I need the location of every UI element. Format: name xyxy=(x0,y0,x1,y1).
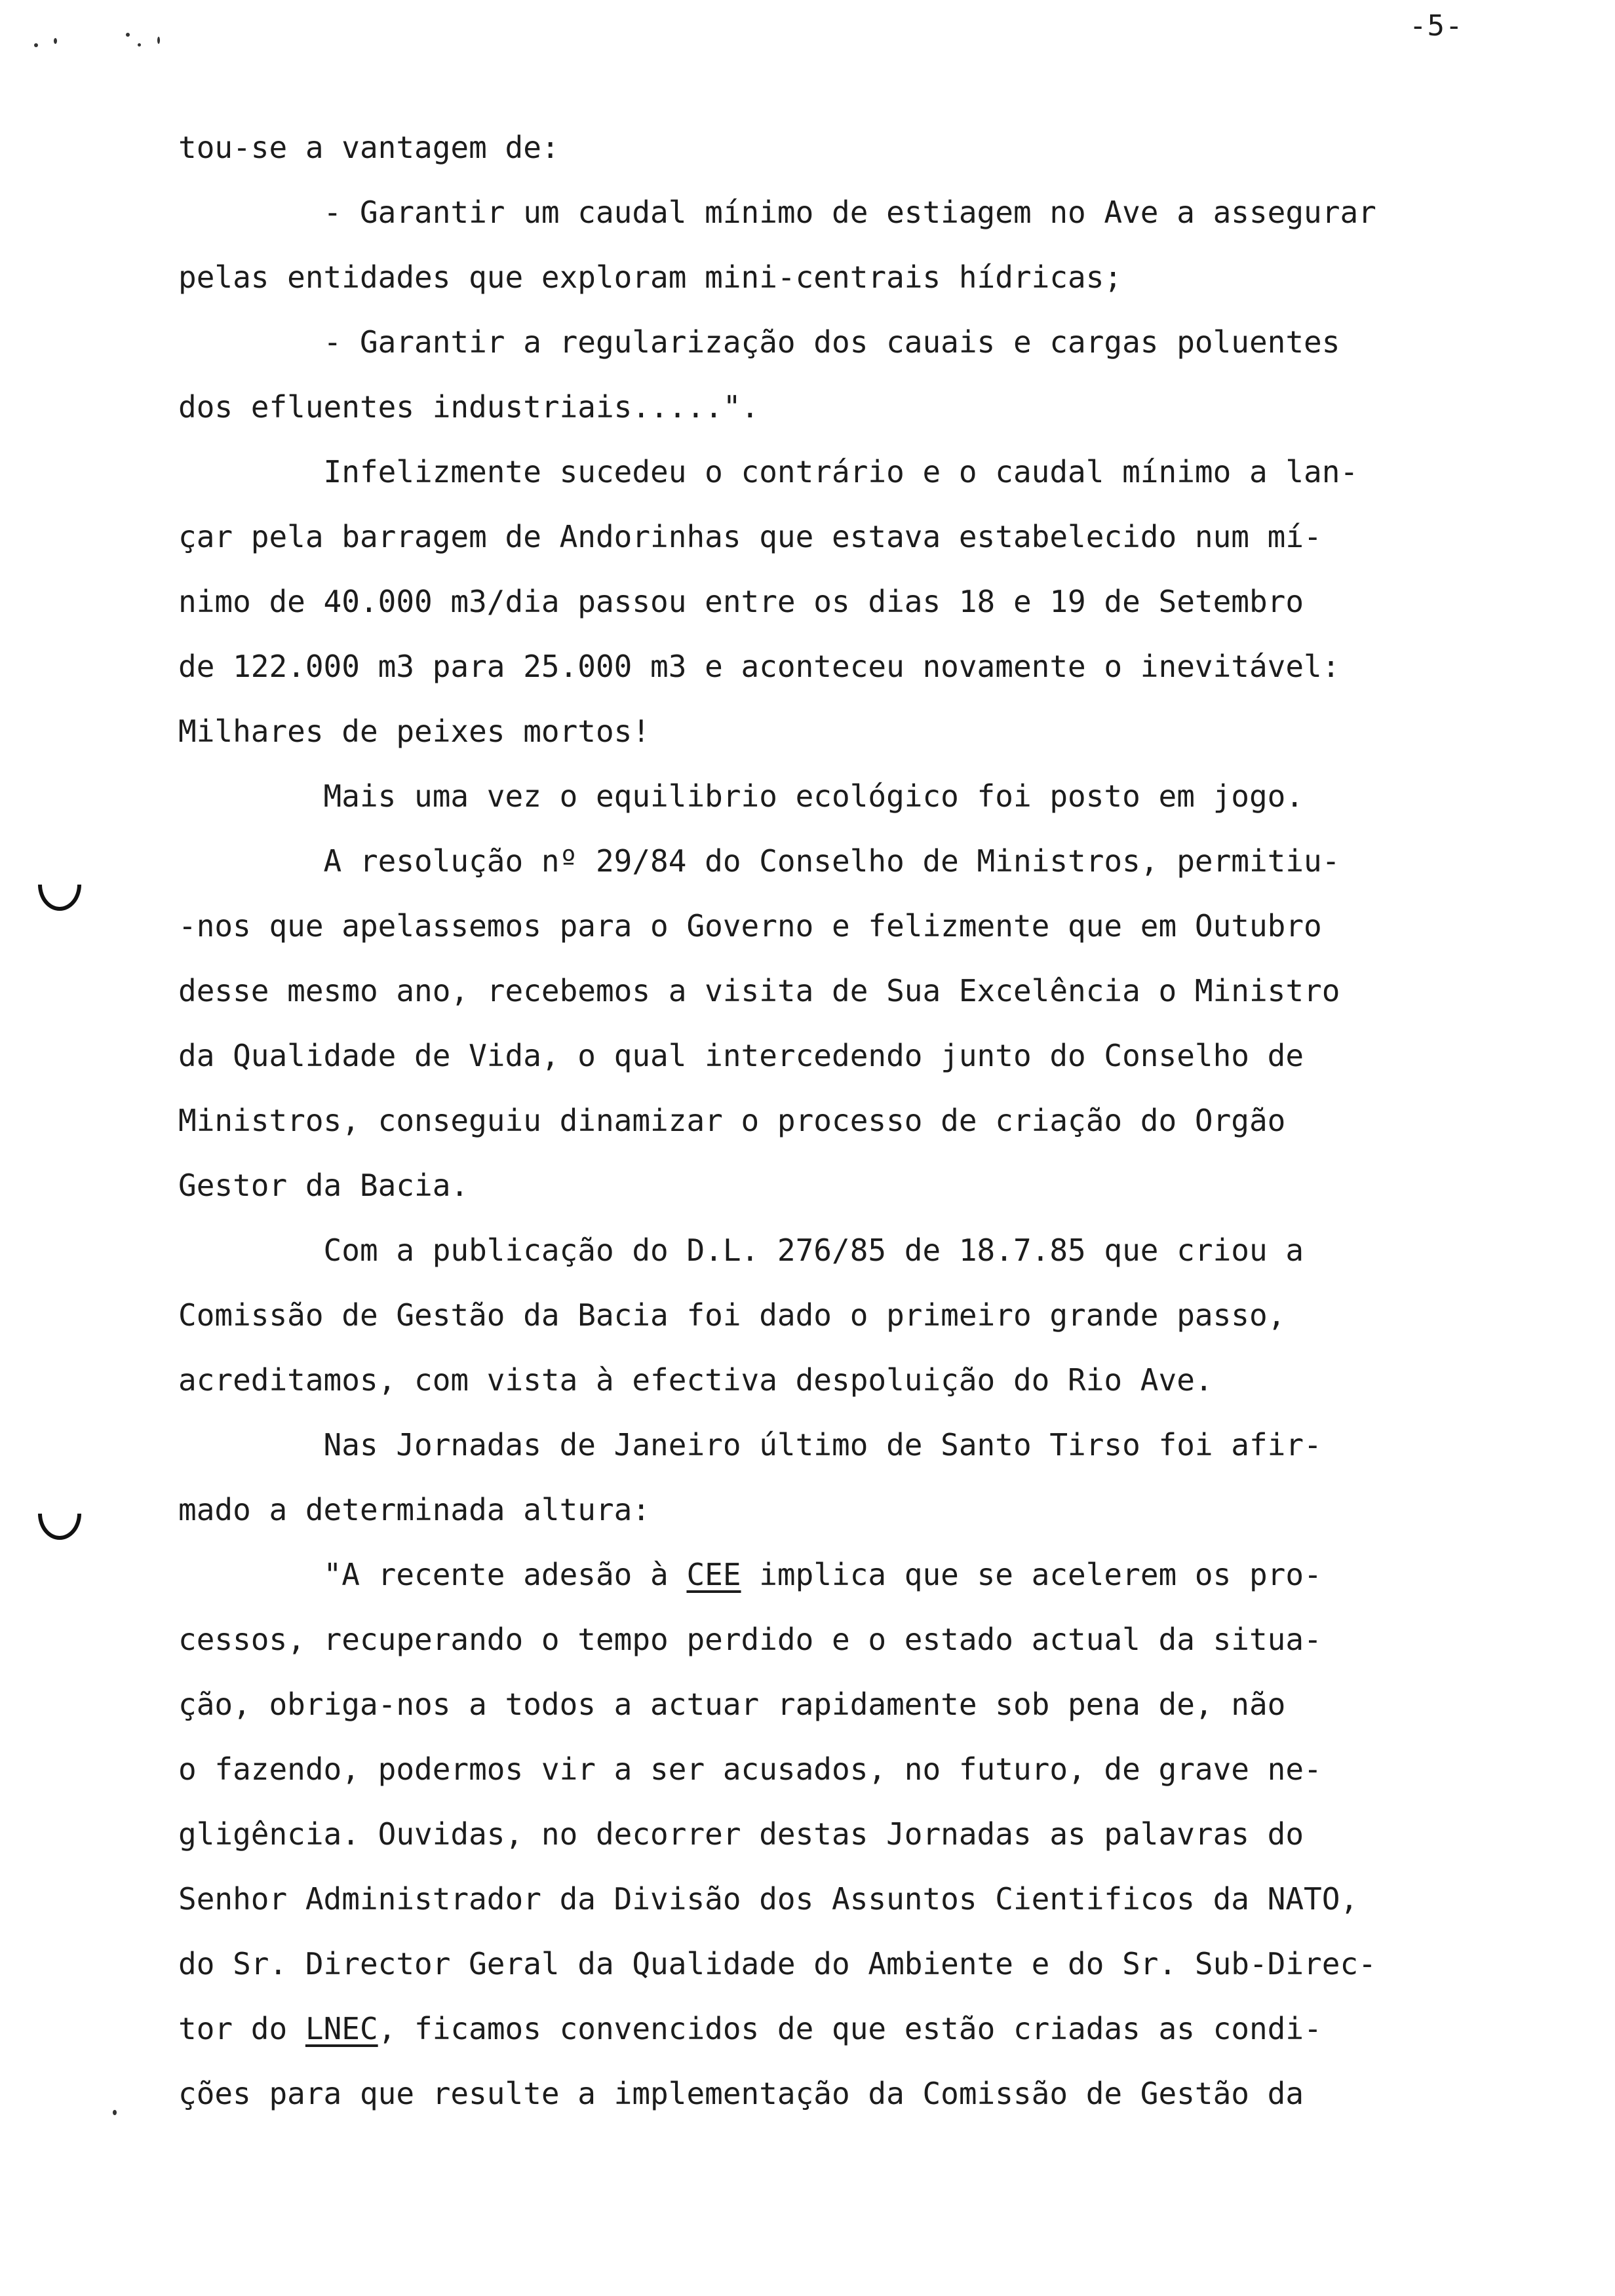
text-line: -nos que apelassemos para o Governo e felizmente que em Outubro xyxy=(178,908,1322,944)
text-segment: implica que se acelerem os pro- xyxy=(741,1557,1322,1592)
text-line: Com a publicação do D.L. 276/85 de 18.7.85 que criou a xyxy=(178,1233,1304,1268)
page-number: -5- xyxy=(1409,9,1464,43)
text-line: ção, obriga-nos a todos a actuar rapidamente sob pena de, não xyxy=(178,1687,1286,1722)
text-line: A resolução nº 29/84 do Conselho de Ministros, permitiu- xyxy=(178,843,1340,879)
text-line: Mais uma vez o equilibrio ecológico foi posto em jogo. xyxy=(178,778,1304,814)
punch-hole-mark xyxy=(38,885,81,911)
text-line: nimo de 40.000 m3/dia passou entre os dias 18 e 19 de Setembro xyxy=(178,584,1304,619)
text-line-lnec xyxy=(178,1997,1489,2061)
text-line: ções para que resulte a implementação da Comissão de Gestão da xyxy=(178,2076,1304,2111)
text-line: tou-se a vantagem de: xyxy=(178,130,560,165)
text-line: Senhor Administrador da Divisão dos Assuntos Cientificos da NATO, xyxy=(178,1881,1359,1917)
text-line: Infelizmente sucedeu o contrário e o caudal mínimo a lan- xyxy=(178,454,1359,489)
text-line: mado a determinada altura: xyxy=(178,1492,651,1527)
text-line: gligência. Ouvidas, no decorrer destas Jornadas as palavras do xyxy=(178,1816,1304,1852)
text-line: da Qualidade de Vida, o qual intercedendo junto do Conselho de xyxy=(178,1038,1304,1073)
scan-speck xyxy=(54,38,57,44)
text-line: desse mesmo ano, recebemos a visita de Sua Excelência o Ministro xyxy=(178,973,1340,1008)
text-line: Ministros, conseguiu dinamizar o processo de criação do Orgão xyxy=(178,1103,1286,1138)
body-text xyxy=(178,115,1489,2126)
text-line: pelas entidades que exploram mini-centrais hídricas; xyxy=(178,259,1123,295)
text-line: çar pela barragem de Andorinhas que estava estabelecido num mí- xyxy=(178,519,1322,554)
scan-speck xyxy=(113,2110,117,2115)
text-segment: tor do xyxy=(178,2011,305,2046)
text-line: Comissão de Gestão da Bacia foi dado o primeiro grande passo, xyxy=(178,1297,1286,1333)
punch-hole-mark xyxy=(38,1514,81,1540)
lnec-abbreviation: LNEC xyxy=(305,2011,378,2046)
text-segment: , ficamos convencidos de que estão criadas as condi- xyxy=(378,2011,1322,2046)
cee-abbreviation: CEE xyxy=(686,1557,741,1592)
text-line: - Garantir a regularização dos cauais e cargas poluentes xyxy=(178,324,1340,360)
text-line: acreditamos, com vista à efectiva despoluição do Rio Ave. xyxy=(178,1362,1213,1398)
text-segment: "A recente adesão à xyxy=(178,1557,687,1592)
scan-speck xyxy=(138,43,141,47)
scan-speck xyxy=(157,37,160,44)
text-line: Nas Jornadas de Janeiro último de Santo Tirso foi afir- xyxy=(178,1427,1322,1463)
text-line: o fazendo, podermos vir a ser acusados, no futuro, de grave ne- xyxy=(178,1751,1322,1787)
text-line: de 122.000 m3 para 25.000 m3 e aconteceu novamente o inevitável: xyxy=(178,649,1340,684)
scan-speck xyxy=(34,43,38,47)
text-line: dos efluentes industriais.....". xyxy=(178,389,760,425)
text-line: Gestor da Bacia. xyxy=(178,1168,469,1203)
scan-speck xyxy=(126,33,130,37)
text-line: do Sr. Director Geral da Qualidade do Ambiente e do Sr. Sub-Direc- xyxy=(178,1946,1376,1981)
text-line: Milhares de peixes mortos! xyxy=(178,714,651,749)
text-line: - Garantir um caudal mínimo de estiagem no Ave a assegurar xyxy=(178,195,1376,230)
text-line-quote-start xyxy=(178,1542,1489,1607)
text-line: cessos, recuperando o tempo perdido e o estado actual da situa- xyxy=(178,1622,1322,1657)
